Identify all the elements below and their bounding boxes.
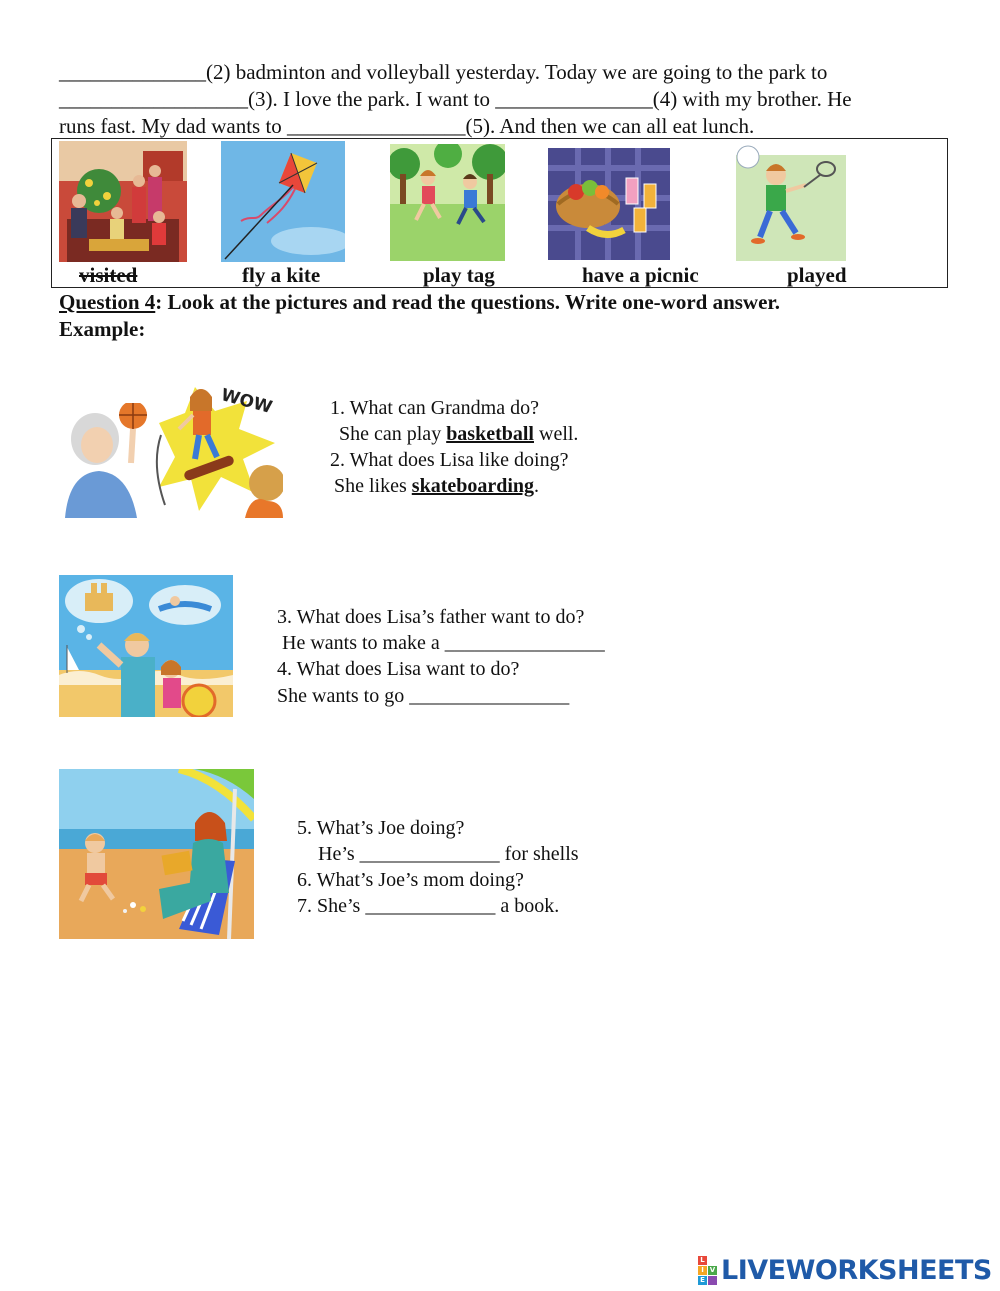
- question-4-heading: [59, 290, 780, 315]
- word-visited-label: visited: [79, 263, 138, 287]
- passage-line-2: __________________(3). I love the park. I want to _______________(4) with my brother. He: [59, 87, 852, 111]
- example-question-1: 1. What can Grandma do?: [330, 397, 539, 419]
- logo-icon: [698, 1256, 717, 1285]
- liveworksheets-logo: [698, 1256, 992, 1284]
- answer-2-word: skateboarding: [411, 475, 535, 497]
- example-question-2: 2. What does Lisa like doing?: [330, 449, 569, 471]
- answer-2-suffix: .: [534, 475, 540, 497]
- passage-line-3: runs fast. My dad wants to _________________(5). And then we can all eat lunch.: [59, 114, 755, 138]
- answer-4-blank[interactable]: She wants to go ________________: [277, 685, 570, 707]
- logo-block-v: V: [709, 1265, 716, 1274]
- example-label: Example:: [59, 317, 146, 341]
- question-3: 3. What does Lisa’s father want to do?: [277, 606, 585, 628]
- logo-block-e: E: [698, 1276, 707, 1285]
- logo-block-i: I: [698, 1266, 707, 1275]
- beach-dream-picture: [59, 575, 233, 717]
- play-tag-picture: [390, 144, 505, 261]
- word-played-label: played: [787, 263, 847, 287]
- lisa-skateboarding-picture: [155, 383, 283, 518]
- beach-reading-picture: [59, 769, 254, 939]
- answer-1-word: basketball: [446, 423, 534, 445]
- logo-text: LIVEWORKSHEETS: [721, 1254, 992, 1286]
- answer-5-blank[interactable]: He’s ______________ for shells: [318, 843, 579, 865]
- example-answer-2: [334, 474, 539, 498]
- answer-3-blank[interactable]: He wants to make a ________________: [282, 632, 605, 654]
- question-7-blank[interactable]: 7. She’s _____________ a book.: [297, 895, 560, 917]
- example-answer-1: [339, 422, 578, 446]
- grandma-basketball-picture: [59, 403, 153, 518]
- question-4: 4. What does Lisa want to do?: [277, 658, 520, 680]
- wow-text: WOW: [218, 385, 275, 418]
- word-play-tag-label: play tag: [423, 263, 495, 287]
- question-4-instruction: : Look at the pictures and read the questions. Write one-word answer.: [155, 290, 781, 314]
- question-6: 6. What’s Joe’s mom doing?: [297, 869, 524, 891]
- word-fly-a-kite-label: fly a kite: [242, 263, 321, 287]
- question-4-number: Question 4: [59, 290, 156, 314]
- kite-picture: [221, 141, 345, 262]
- badminton-picture: [736, 145, 846, 261]
- picnic-picture: [548, 148, 670, 260]
- logo-block-l: L: [698, 1256, 707, 1265]
- answer-1-prefix: She can play: [339, 423, 447, 445]
- passage-line-1: ______________(2) badminton and volleyball yesterday. Today we are going to the park to: [59, 60, 828, 84]
- answer-2-prefix: She likes: [334, 475, 412, 497]
- family-visit-picture: [59, 141, 187, 262]
- word-have-a-picnic-label: have a picnic: [582, 263, 699, 287]
- answer-1-suffix: well.: [534, 423, 579, 445]
- question-5: 5. What’s Joe doing?: [297, 817, 465, 839]
